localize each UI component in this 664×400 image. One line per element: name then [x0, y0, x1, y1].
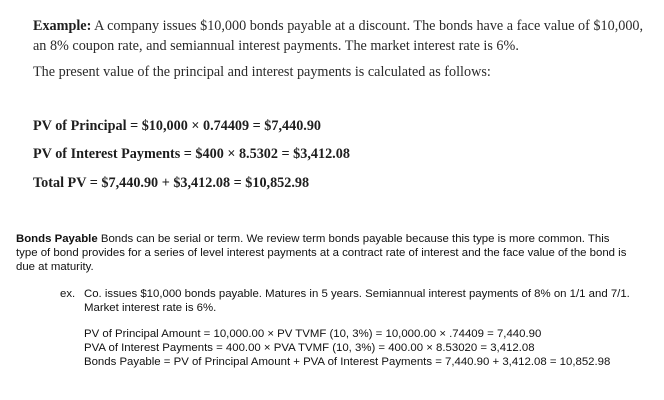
example-label: Example: — [33, 18, 92, 34]
bonds-payable-text-1: Bonds can be serial or term. We review term bonds payable because this type is more common. This — [100, 233, 610, 245]
bonds-payable-formula: Bonds Payable = PV of Principal Amount + PVA of Interest Payments = 7,440.90 + 3,412.08 = 10,852.98 — [84, 356, 611, 368]
ex-label: ex. — [60, 288, 76, 300]
bonds-payable-text-3: due at maturity. — [16, 261, 94, 273]
pva-interest-formula: PVA of Interest Payments = 400.00 × PVA TVMF (10, 3%) = 400.00 × 8.53020 = 3,412.08 — [84, 342, 535, 354]
ex-text-2: Market interest rate is 6%. — [84, 302, 217, 314]
ex-text-1: Co. issues $10,000 bonds payable. Matures in 5 years. Semiannual interest payments of 8% on 1/1 and 7/1. — [84, 288, 630, 300]
example-text-1: A company issues $10,000 bonds payable at a discount. The bonds have a face value of $10,000, — [94, 18, 644, 34]
bonds-payable-line-1 — [16, 233, 609, 245]
pv-principal-line: PV of Principal = $10,000 × 0.74409 = $7,440.90 — [33, 118, 322, 134]
bonds-payable-title: Bonds Payable — [16, 233, 98, 245]
example-text-2: an 8% coupon rate, and semiannual interest payments. The market interest rate is 6%. — [33, 38, 519, 54]
bonds-payable-text-2: type of bond provides for a series of level interest payments at a contract rate of interest and the face value of the bond is — [16, 247, 627, 259]
total-pv-line: Total PV = $7,440.90 + $3,412.08 = $10,852.98 — [33, 175, 310, 191]
example-line-1 — [33, 18, 643, 35]
pv-interest-line: PV of Interest Payments = $400 × 8.5302 = $3,412.08 — [33, 146, 350, 162]
example-intro: The present value of the principal and interest payments is calculated as follows: — [33, 64, 491, 80]
pv-principal-formula: PV of Principal Amount = 10,000.00 × PV TVMF (10, 3%) = 10,000.00 × .74409 = 7,440.90 — [84, 328, 542, 340]
